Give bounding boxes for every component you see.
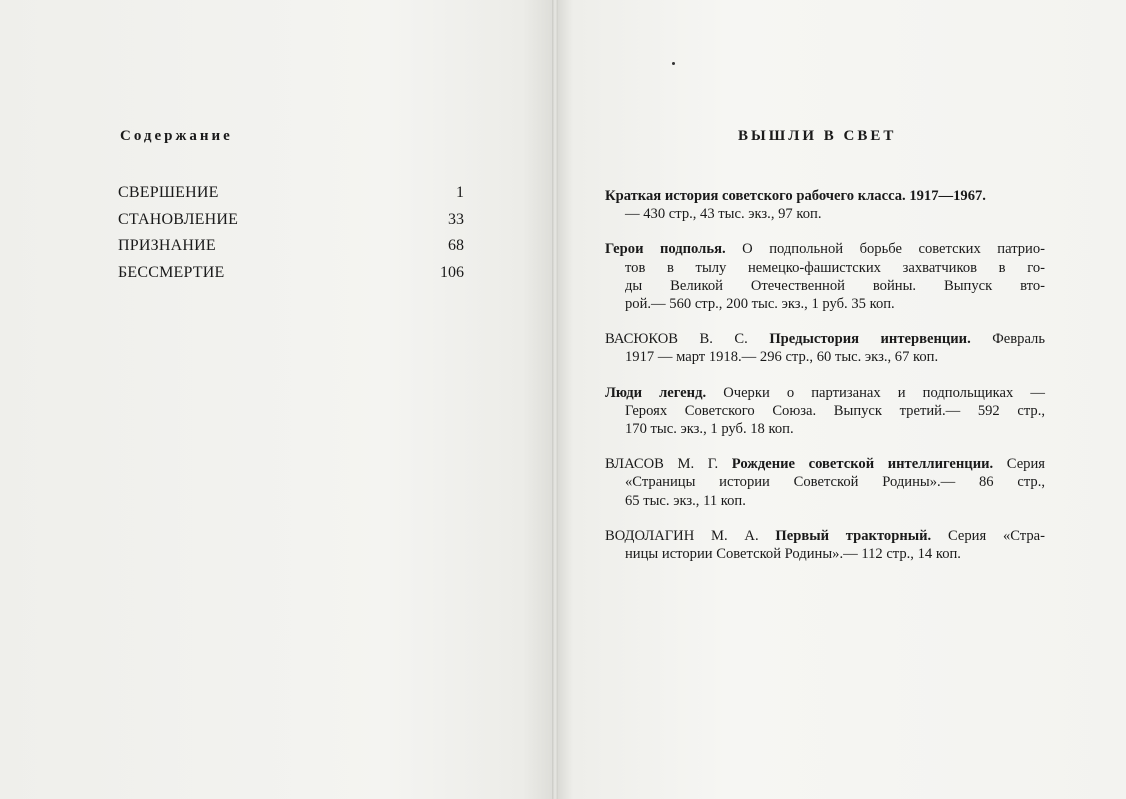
entry-title: Предыстория интервенции. xyxy=(769,331,971,348)
contents-item-label: БЕССМЕРТИЕ xyxy=(118,263,225,281)
contents-item xyxy=(118,264,464,291)
entry-text: 65 тыс. экз., 11 коп. xyxy=(625,492,746,509)
book-gutter xyxy=(552,0,558,799)
published-title: ВЫШЛИ В СВЕТ xyxy=(738,128,897,144)
entry-line xyxy=(605,205,1045,223)
contents-item-label: ПРИЗНАНИЕ xyxy=(118,237,216,254)
contents-item-page: 106 xyxy=(440,263,464,281)
entry-line xyxy=(605,384,1045,402)
contents-item-page: 33 xyxy=(448,210,464,228)
entry-author: ВАСЮКОВ В. С. xyxy=(605,331,770,348)
entry-line xyxy=(605,295,1045,313)
entry-text: ницы истории Советской Родины».— 112 стр., 14 коп. xyxy=(625,546,961,563)
entry-line xyxy=(605,277,1045,295)
entry-line xyxy=(605,187,1045,205)
entry-author: ВОДОЛАГИН М. А. xyxy=(605,527,776,544)
entry-text: Очерки о партизанах и подпольщиках — xyxy=(706,384,1045,401)
entry-text: Героях Советского Союза. Выпуск третий.— 592 стр., xyxy=(625,402,1045,419)
entry-text: О подпольной борьбе советских патрио- xyxy=(725,241,1046,258)
entry-text: Февраль xyxy=(970,331,1045,348)
entry-line xyxy=(605,420,1045,438)
book-entry xyxy=(605,384,1045,439)
published-list xyxy=(605,187,1045,580)
entry-text: ды Великой Отечественной войны. Выпуск вто- xyxy=(625,277,1045,294)
entry-text: тов в тылу немецко-фашистских захватчиков в го- xyxy=(625,259,1045,276)
entry-line xyxy=(605,259,1045,277)
contents-item xyxy=(118,184,464,211)
contents-item xyxy=(118,211,464,238)
book-entry xyxy=(605,527,1045,563)
entry-line xyxy=(605,330,1045,348)
book-entry xyxy=(605,187,1045,223)
entry-line xyxy=(605,455,1045,473)
left-page xyxy=(0,0,556,799)
entry-line xyxy=(605,527,1045,545)
entry-title: Краткая история советского рабочего класса. 1917—1967. xyxy=(605,188,986,204)
entry-line xyxy=(605,402,1045,420)
book-entry xyxy=(605,240,1045,313)
contents-item-label: СТАНОВЛЕНИЕ xyxy=(118,210,239,228)
entry-title: Первый тракторный. xyxy=(775,527,932,544)
print-speck xyxy=(672,62,675,65)
contents-list xyxy=(118,184,464,290)
entry-line xyxy=(605,240,1045,258)
entry-line xyxy=(605,545,1045,563)
contents-item-label: СВЕРШЕНИЕ xyxy=(118,184,219,201)
entry-line xyxy=(605,473,1045,491)
entry-text: рой.— 560 стр., 200 тыс. экз., 1 руб. 35 коп. xyxy=(625,296,895,313)
entry-text: Серия «Стра- xyxy=(931,527,1045,544)
entry-text: 170 тыс. экз., 1 руб. 18 коп. xyxy=(625,421,794,438)
entry-author: ВЛАСОВ М. Г. xyxy=(605,456,732,473)
entry-text: 1917 — март 1918.— 296 стр., 60 тыс. экз., 67 коп. xyxy=(625,349,939,366)
entry-text: «Страницы истории Советской Родины».— 86 стр., xyxy=(625,474,1045,491)
entry-text: Серия xyxy=(993,456,1045,473)
contents-title: Содержание xyxy=(120,128,233,144)
contents-item xyxy=(118,237,464,264)
entry-title: Герои подполья. xyxy=(605,241,726,258)
entry-line xyxy=(605,492,1045,510)
entry-title: Рождение советской интеллигенции. xyxy=(731,456,994,473)
contents-item-page: 1 xyxy=(456,184,464,201)
book-entry xyxy=(605,455,1045,510)
book-entry xyxy=(605,330,1045,366)
contents-item-page: 68 xyxy=(448,237,464,254)
entry-text: — 430 стр., 43 тыс. экз., 97 коп. xyxy=(625,206,822,223)
entry-title: Люди легенд. xyxy=(605,384,707,401)
entry-line xyxy=(605,348,1045,366)
